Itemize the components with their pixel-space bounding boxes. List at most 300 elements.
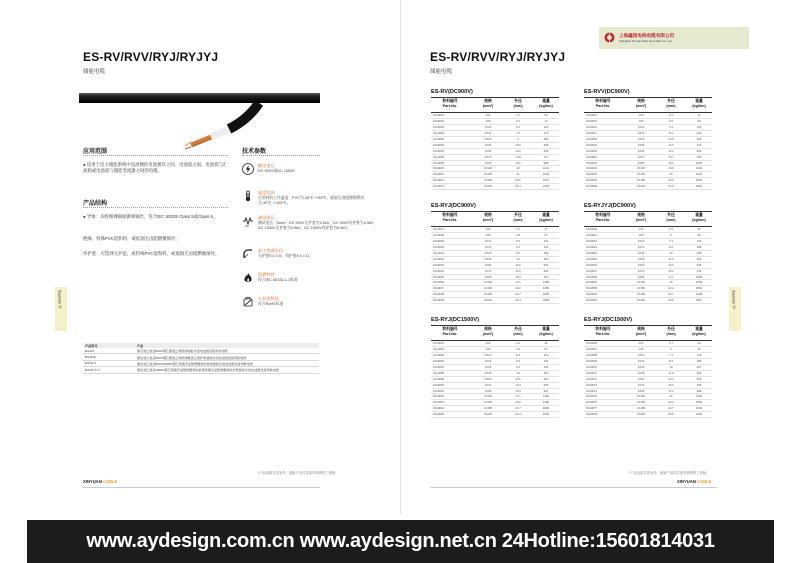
table-cell: F010064 xyxy=(433,406,445,411)
summary-cell: 额定电压直流900V/1500V铜芯低烟无卤阻燃聚烯烃绝缘储能系统电池组连接用软电缆 xyxy=(135,360,319,366)
table-cell: 6.9 xyxy=(516,244,520,249)
table-cell: F010038 xyxy=(433,292,445,297)
table-cell: 998 xyxy=(696,388,702,393)
table-cell: F010050 xyxy=(586,286,598,291)
company-name-en: Shanghai Xinyuan Wire and Cable Co.,Ltd. xyxy=(619,39,673,43)
table-cell: 202 xyxy=(696,130,702,135)
table-cell: 6.9 xyxy=(516,358,520,363)
table-cell: 1X25 xyxy=(637,136,645,141)
table-cell: 988 xyxy=(543,160,549,165)
column-header-en: (kg/km) xyxy=(692,332,706,336)
table-cell: 1X150 xyxy=(483,172,493,177)
table-cell: 1938 xyxy=(695,292,703,297)
table-cell: F010004 xyxy=(433,130,445,135)
table-cell: F010068 xyxy=(586,352,598,357)
column-header-cn: 外径 xyxy=(667,99,675,103)
table-cell: 1X150 xyxy=(636,172,646,177)
column-header-cn: 重量 xyxy=(542,99,550,103)
banner-text: www.aydesign.com.cn www.aydesign.net.cn 24Hotline:15601814031 xyxy=(86,530,715,552)
table-cell: 1X50 xyxy=(484,148,492,153)
table-cell: 4.8 xyxy=(516,232,520,237)
table-cell: F010015 xyxy=(586,118,598,123)
column-header xyxy=(473,99,503,109)
table-cell: 1X240 xyxy=(636,184,646,189)
summary-cell: ES-RYJ xyxy=(83,360,135,366)
table-cell: 2359 xyxy=(542,412,550,417)
product-table xyxy=(584,88,712,190)
table-cell: 67 xyxy=(544,232,548,237)
table-cell: 1X10 xyxy=(637,124,645,129)
table-cell: 94 xyxy=(697,118,701,123)
table-cell: 1184 xyxy=(542,394,549,399)
param-value: 符合RoHS标准 xyxy=(258,302,284,306)
no-harmful-icon xyxy=(242,296,254,308)
table-cell: 17.1 xyxy=(668,274,674,279)
column-header-cn: 物料编号 xyxy=(595,99,611,103)
table-cell: 164 xyxy=(543,358,549,363)
table-cell: 1X240 xyxy=(483,298,493,303)
table-cell: F010007 xyxy=(433,148,445,153)
table-cell: F010067 xyxy=(586,346,598,351)
table-cell: 581 xyxy=(696,148,702,153)
banner-bar xyxy=(27,520,774,563)
table-cell: 1485 xyxy=(542,400,550,405)
column-header-cn: 物料编号 xyxy=(442,213,458,217)
table-cell: F010012 xyxy=(433,178,445,183)
table-cell: F010035 xyxy=(433,274,445,279)
footnote: *产品参数仅供参考，最新产品信息请咨询销售工程师。 xyxy=(258,471,339,475)
application-text: ● 适用于电力储能系统中直流侧的电池模块之间、电池簇之间、电池簇与汇流箱或电池簇与储能变流器之间的电缆。 xyxy=(83,162,228,174)
table-cell: F010034 xyxy=(433,268,445,273)
param-name: 温度范围 xyxy=(258,190,275,195)
column-header-en: (mm²) xyxy=(482,332,494,336)
table-cell: 1X25 xyxy=(484,364,492,369)
column-header-en: (kg/km) xyxy=(692,104,706,108)
table-header xyxy=(584,325,712,341)
table-cell: F010031 xyxy=(433,250,445,255)
side-tab-label: 储能电缆 31 xyxy=(58,290,62,309)
param-rated-voltage xyxy=(242,163,382,183)
side-tab-label: 储能电缆 34 xyxy=(732,290,736,309)
table-cell: 1584 xyxy=(695,400,703,405)
table-cell: 8.2 xyxy=(669,244,673,249)
table-cell: 305 xyxy=(696,136,702,141)
table-cell: F010014 xyxy=(586,113,598,117)
table-cell: 1X240 xyxy=(483,412,493,417)
table-cell: 13.1 xyxy=(668,262,674,267)
table-cell: 134 xyxy=(696,238,702,243)
product-table xyxy=(431,202,559,304)
table-cell: 25.4 xyxy=(515,184,521,189)
table-cell: 5.2 xyxy=(516,118,520,123)
column-header-en: (kg/km) xyxy=(539,218,553,222)
column-header-en: Part-No. xyxy=(595,218,611,222)
column-header-cn: 重量 xyxy=(695,213,703,217)
table-cell: 1X95 xyxy=(484,274,492,279)
table-cell: 24.4 xyxy=(515,412,521,417)
column-header-en: (kg/km) xyxy=(539,332,553,336)
table-cell: F010042 xyxy=(586,238,598,243)
column-header xyxy=(685,327,713,337)
lightning-icon xyxy=(242,163,254,175)
table-cell: F010065 xyxy=(433,412,445,417)
table-cell: 1X70 xyxy=(637,154,645,159)
table-cell: F010048 xyxy=(586,274,598,279)
table-cell: 1221 xyxy=(542,166,550,171)
table-cell: F010009 xyxy=(433,160,445,165)
table-cell: 22.2 xyxy=(668,400,674,405)
table-cell: 23.7 xyxy=(668,406,674,411)
table-cell: 255 xyxy=(543,364,549,369)
table-cell: 6 xyxy=(670,346,672,351)
table-cell: 23.7 xyxy=(668,292,674,297)
table-cell: 5.9 xyxy=(516,352,520,357)
table-cell: 1X120 xyxy=(636,280,646,285)
table-cell: F010063 xyxy=(433,400,445,405)
brand-logo xyxy=(677,479,711,484)
table-cell: 1X25 xyxy=(637,250,645,255)
table-cell: F010062 xyxy=(433,394,445,399)
table-cell: 21 xyxy=(516,172,520,177)
table-cell: F010020 xyxy=(586,148,598,153)
table-cell: 695 xyxy=(543,268,549,273)
column-header-en: (kg/km) xyxy=(692,218,706,222)
column-header xyxy=(431,213,469,223)
table-cell: 113 xyxy=(543,238,549,243)
table-cell: F010033 xyxy=(433,262,445,267)
param-name: 额定电压 xyxy=(258,163,275,168)
brand-main: XINYUAN xyxy=(677,479,696,484)
column-header xyxy=(626,327,656,337)
table-cell: 1526 xyxy=(542,172,550,177)
left-page xyxy=(0,0,401,514)
table-cell: 10.5 xyxy=(668,136,674,141)
table-cell: F010040 xyxy=(586,227,598,231)
table-cell: 1X185 xyxy=(636,292,646,297)
bend-radius-icon xyxy=(242,248,254,260)
column-header xyxy=(656,327,686,337)
table-cell: 21.7 xyxy=(515,406,521,411)
table-cell: 6.5 xyxy=(516,124,520,129)
table-cell: 8.3 xyxy=(669,358,673,363)
column-header-en: Part-No. xyxy=(595,332,611,336)
table-cell: 1X70 xyxy=(637,268,645,273)
structure-rule xyxy=(83,207,228,208)
table-cell: F010073 xyxy=(586,382,598,387)
product-table xyxy=(584,202,712,304)
table-cell: 1X25 xyxy=(637,364,645,369)
table-cell: 7.3 xyxy=(669,352,673,357)
column-header xyxy=(431,99,469,109)
table-cell: 14.1 xyxy=(668,148,674,153)
table-cell: 1X50 xyxy=(637,262,645,267)
table-cell: 1X95 xyxy=(484,388,492,393)
table-cell: 780 xyxy=(696,154,702,159)
table-cell: 695 xyxy=(543,382,549,387)
table-cell: 1X25 xyxy=(484,250,492,255)
table-cell: F010023 xyxy=(586,166,598,171)
table-cell: 146 xyxy=(696,124,702,129)
page-subtitle: 储能电缆 xyxy=(83,69,106,75)
table-cell: 1262 xyxy=(695,394,703,399)
table-cell: F010003 xyxy=(433,124,445,129)
table-cell: 13.3 xyxy=(515,382,521,387)
table-cell: 20.2 xyxy=(515,286,521,291)
table-cell: 12.3 xyxy=(668,142,674,147)
table-cell: 20.2 xyxy=(515,400,521,405)
table-cell: F010074 xyxy=(586,388,598,393)
table-cell: 121 xyxy=(543,124,549,129)
column-header-en: (mm²) xyxy=(482,104,494,108)
table-cell: 6.6 xyxy=(669,118,673,123)
table-cell: 1X6 xyxy=(485,118,491,123)
table-cell: 1X185 xyxy=(483,406,493,411)
summary-header: 产品 xyxy=(135,343,319,348)
table-cell: 269 xyxy=(543,136,549,141)
table-cell: 1X35 xyxy=(484,142,492,147)
table-cell: F010044 xyxy=(586,250,598,255)
table-cell: 1X4 xyxy=(638,227,644,231)
table-cell: 22.2 xyxy=(668,286,674,291)
table-cell: 1828 xyxy=(542,406,550,411)
table-cell: 133 xyxy=(696,352,702,357)
table-cell: 1302 xyxy=(695,166,703,171)
table-cell: 11.8 xyxy=(668,370,674,375)
summary-cell: ES-RYJYJ xyxy=(83,367,135,373)
table-header xyxy=(584,97,712,113)
table-cell: 23 xyxy=(669,172,673,177)
structure-conductor: ● 导体：多股细裸铜或镀锡铜丝，符合IEC 60228 Class 5或Class 6。 xyxy=(83,214,218,219)
table-cell: 1X95 xyxy=(484,160,492,165)
table-cell: 394 xyxy=(696,370,702,375)
table-cell: 4.7 xyxy=(516,227,520,231)
table-cell: F010030 xyxy=(433,244,445,249)
table-cell: 1X120 xyxy=(483,280,493,285)
column-header xyxy=(431,327,469,337)
table-cell: 164 xyxy=(543,244,549,249)
table-cell: 1X16 xyxy=(484,130,492,135)
table-cell: F010006 xyxy=(433,142,445,147)
column-header-en: (mm) xyxy=(513,218,523,222)
table-cell: 49 xyxy=(544,341,548,345)
table-cell: F010017 xyxy=(586,130,598,135)
table-cell: F010072 xyxy=(586,376,598,381)
table-cell: 1X70 xyxy=(484,382,492,387)
table-cell: 1X10 xyxy=(484,352,492,357)
column-header-en: Part-No. xyxy=(442,218,458,222)
table-cell: 1X50 xyxy=(484,376,492,381)
table-title: ES-RYJYJ(DC900V) xyxy=(584,203,636,209)
table-cell: 1X35 xyxy=(637,256,645,261)
table-cell: 1X4 xyxy=(485,227,491,231)
table-cell: F010026 xyxy=(586,184,598,189)
column-header xyxy=(532,213,560,223)
table-cell: 74 xyxy=(544,118,548,123)
param-value: 无护套5.0 x D，有护套6.0 x D。 xyxy=(258,254,313,258)
column-header xyxy=(503,213,533,223)
table-cell: 5.5 xyxy=(669,227,673,231)
page-subtitle: 储能电缆 xyxy=(430,69,453,75)
table-cell: 15.3 xyxy=(515,274,521,279)
table-cell: 1X6 xyxy=(638,232,644,237)
table-row xyxy=(584,412,712,418)
table-title: ES-RV(DC900V) xyxy=(431,89,473,95)
table-cell: 72 xyxy=(697,113,701,117)
summary-cell: 额定电压直流1500V铜芯低烟无卤阻燃聚烯烃绝缘低烟无卤阻燃聚烯烃护套储能系统电池组连接用软电缆 xyxy=(135,367,319,373)
table-cell: F010043 xyxy=(586,244,598,249)
table-cell: 2561 xyxy=(695,184,703,189)
table-row xyxy=(431,412,559,418)
table-cell: 11.6 xyxy=(668,256,674,261)
structure-heading: 产品结构 xyxy=(83,201,108,207)
table-cell: 15.1 xyxy=(668,382,674,387)
table-cell: 1X50 xyxy=(637,148,645,153)
column-header-cn: 规格 xyxy=(637,213,645,217)
table-cell: 24.5 xyxy=(668,178,674,183)
param-bend-radius xyxy=(242,248,382,268)
table-cell: F010025 xyxy=(586,178,598,183)
table-cell: 26.6 xyxy=(668,412,674,417)
param-flame xyxy=(242,272,382,290)
table-cell: 1X16 xyxy=(637,358,645,363)
table-cell: 501 xyxy=(543,262,549,267)
table-row xyxy=(83,367,319,373)
thermometer-icon xyxy=(242,190,254,202)
table-cell: 18.1 xyxy=(668,160,674,165)
table-cell: 4.3 xyxy=(516,341,520,345)
column-header xyxy=(503,327,533,337)
table-cell: 175 xyxy=(543,130,549,135)
table-cell: F010041 xyxy=(586,232,598,237)
table-cell: 63 xyxy=(697,341,701,345)
column-header xyxy=(685,213,713,223)
table-cell: 15.1 xyxy=(668,268,674,273)
table-cell: 1X6 xyxy=(485,232,491,237)
table-header xyxy=(431,211,559,227)
table-cell: 8.9 xyxy=(669,130,673,135)
column-header xyxy=(584,213,622,223)
table-cell: 1X10 xyxy=(637,352,645,357)
table-row xyxy=(431,298,559,304)
table-cell: 7.5 xyxy=(516,130,520,135)
column-header-en: Part-No. xyxy=(442,332,458,336)
table-cell: 10 xyxy=(516,370,520,375)
product-table xyxy=(431,316,559,418)
table-cell: 113 xyxy=(543,352,549,357)
column-header-cn: 规格 xyxy=(484,99,492,103)
application-heading: 应用范围 xyxy=(83,149,108,155)
table-cell: 717 xyxy=(543,154,549,159)
summary-cell: ES-RVV xyxy=(83,354,135,360)
table-cell: 1X240 xyxy=(636,412,646,417)
table-cell: F010019 xyxy=(586,142,598,147)
brand-main: XINYUAN xyxy=(83,479,102,484)
table-cell: F010058 xyxy=(433,370,445,375)
table-cell: 1X50 xyxy=(484,262,492,267)
brand-logo xyxy=(83,479,117,484)
table-title: ES-RYJ(DC900V) xyxy=(431,203,476,209)
table-cell: 11.5 xyxy=(515,376,521,381)
table-cell: 1485 xyxy=(542,286,550,291)
table-cell: F010051 xyxy=(586,292,598,297)
column-header-cn: 重量 xyxy=(542,327,550,331)
table-cell: 62 xyxy=(697,227,701,231)
table-cell: 1008 xyxy=(695,274,703,279)
table-row xyxy=(584,298,712,304)
param-value: 符合IEC 60332-1-2标准 xyxy=(258,278,298,282)
table-cell: 1X16 xyxy=(484,358,492,363)
table-cell: F010024 xyxy=(586,172,598,177)
table-cell: 1X16 xyxy=(637,244,645,249)
svg-text:kV: kV xyxy=(245,224,249,227)
table-cell: 1X70 xyxy=(484,268,492,273)
column-header-cn: 物料编号 xyxy=(595,213,611,217)
column-header-cn: 外径 xyxy=(667,213,675,217)
table-cell: F010075 xyxy=(586,394,598,399)
table-cell: F010056 xyxy=(433,358,445,363)
table-title: ES-RVV(DC900V) xyxy=(584,89,630,95)
table-cell: 54 xyxy=(544,113,548,117)
table-cell: 10 xyxy=(669,250,673,255)
table-cell: 1X6 xyxy=(485,346,491,351)
column-header-en: (mm) xyxy=(513,104,523,108)
table-cell: F010049 xyxy=(586,280,598,285)
param-name: 最小弯曲半径 xyxy=(258,248,284,253)
table-cell: 13.9 xyxy=(515,154,521,159)
table-cell: 13.3 xyxy=(668,376,674,381)
table-cell: 15.3 xyxy=(515,388,521,393)
structure-insulation: 绝缘：特殊PVC混和料，或低烟无卤阻燃聚烯烃。 xyxy=(83,236,180,241)
table-cell: F010027 xyxy=(433,227,445,231)
table-cell: 1X240 xyxy=(483,184,493,189)
table-cell: 188 xyxy=(696,358,702,363)
table-cell: F010055 xyxy=(433,352,445,357)
table-cell: F010010 xyxy=(433,166,445,171)
table-cell: F010008 xyxy=(433,154,445,159)
table-cell: 18 xyxy=(516,166,520,171)
table-cell: 353 xyxy=(543,256,549,261)
table-cell: 1983 xyxy=(695,178,703,183)
table-cell: F010018 xyxy=(586,136,598,141)
param-test-voltage xyxy=(242,215,382,245)
column-header-cn: 规格 xyxy=(637,99,645,103)
column-header-en: (mm²) xyxy=(635,218,647,222)
column-header-en: (mm) xyxy=(666,104,676,108)
table-cell: F010037 xyxy=(433,286,445,291)
table-cell: 7.9 xyxy=(669,124,673,129)
column-header xyxy=(473,327,503,337)
table-cell: F010001 xyxy=(433,113,445,117)
table-cell: F010016 xyxy=(586,124,598,129)
table-cell: 19 xyxy=(669,280,673,285)
table-cell: 16.2 xyxy=(515,160,521,165)
table-cell: 546 xyxy=(696,376,702,381)
table-cell: F010077 xyxy=(586,406,598,411)
table-cell: 1X25 xyxy=(484,136,492,141)
table-cell: F010054 xyxy=(433,346,445,351)
table-cell: 1X70 xyxy=(484,154,492,159)
table-cell: 21.7 xyxy=(515,292,521,297)
summary-cell: ES-RV xyxy=(83,348,135,354)
column-header-en: (kg/km) xyxy=(539,104,553,108)
table-cell: 83 xyxy=(697,232,701,237)
summary-cell: 额定电压直流900V铜芯聚氯乙烯绝缘聚氯乙烯护套储能系统电池组连接用软电缆 xyxy=(135,354,319,360)
table-cell: 8.4 xyxy=(516,250,520,255)
table-cell: 369 xyxy=(543,142,549,147)
table-cell: 27.6 xyxy=(668,184,674,189)
table-cell: F010076 xyxy=(586,400,598,405)
watermark-banner xyxy=(0,520,801,563)
